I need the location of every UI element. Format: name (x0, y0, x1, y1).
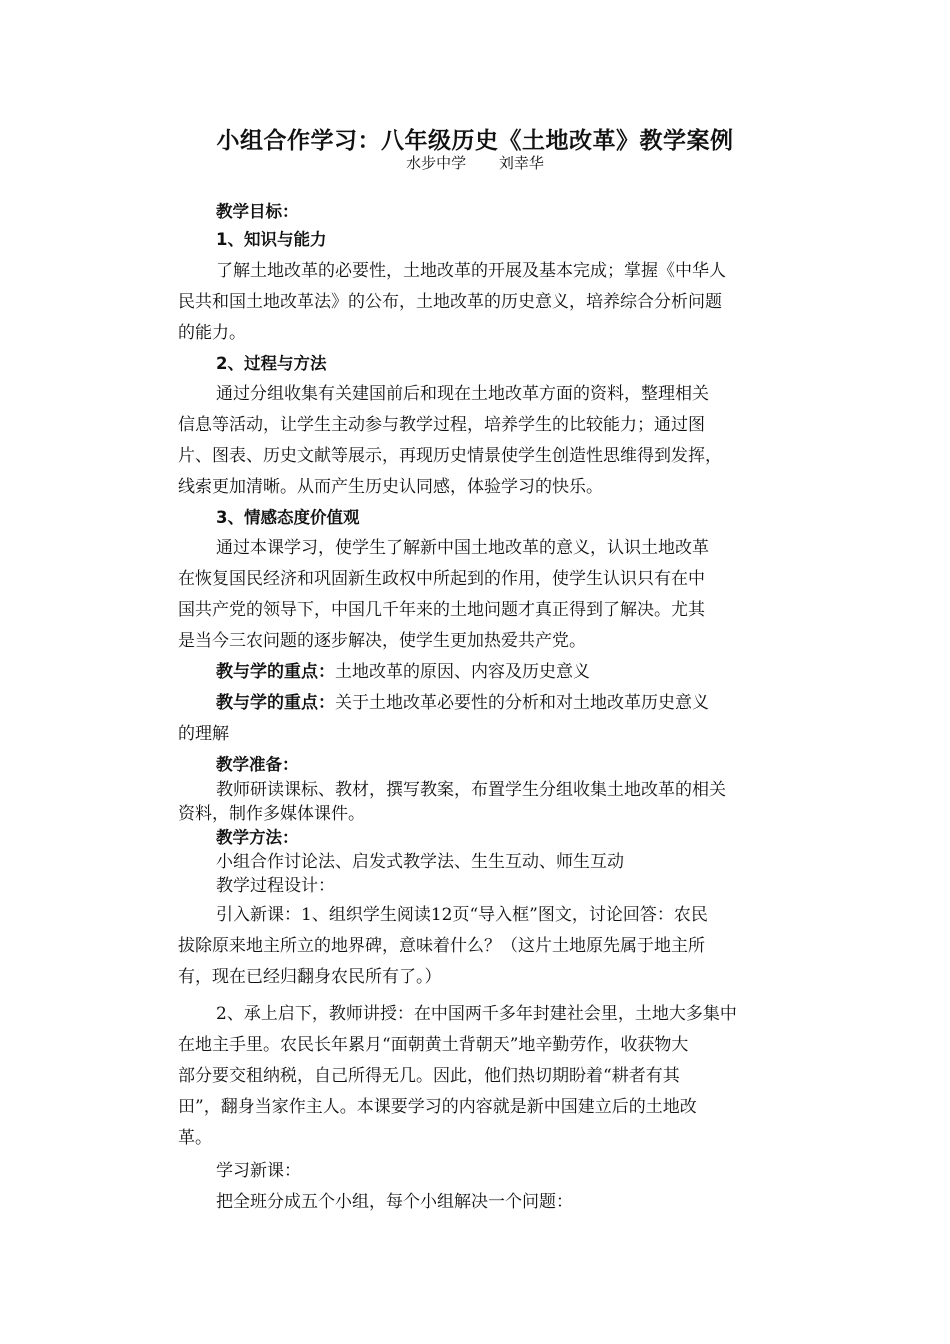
paragraph-line: 通过本课学习，使学生了解新中国土地改革的意义，认识土地改革 (216, 538, 709, 558)
paragraph-line: 是当今三农问题的逐步解决，使学生更加热爱共产党。 (178, 631, 586, 651)
method-heading: 教学方法： (216, 828, 299, 847)
paragraph-line: 信息等活动，让学生主动参与教学过程，培养学生的比较能力；通过图 (178, 415, 705, 435)
paragraph-line: 2、承上启下，教师讲授：在中国两千多年封建社会里，土地大多集中 (216, 1004, 737, 1024)
paragraph-line: 片、图表、历史文献等展示，再现历史情景使学生创造性思维得到发挥， (178, 446, 722, 466)
paragraph-line: 拔除原来地主所立的地界碑，意味着什么？（这片土地原先属于地主所 (178, 936, 705, 956)
keypoint-line-2-cont: 的理解 (178, 724, 229, 744)
method-text: 小组合作讨论法、启发式教学法、生生互动、师生互动 (216, 852, 624, 872)
document-body (178, 198, 778, 1218)
prep-paragraph (178, 778, 778, 826)
paragraph-line: 国共产党的领导下，中国几千年来的土地问题才真正得到了解决。尤其 (178, 600, 705, 620)
paragraph-line: 的能力。 (178, 323, 246, 343)
author-name: 刘幸华 (498, 154, 544, 172)
paragraph-line: 通过分组收集有关建国前后和现在土地改革方面的资料，整理相关 (216, 384, 709, 404)
prep-heading: 教学准备： (216, 755, 299, 774)
section-process-paragraph (178, 379, 778, 503)
paragraph-line: 革。 (178, 1128, 212, 1148)
paragraph-line: 线索更加清晰。从而产生历史认同感，体验学习的快乐。 (178, 477, 603, 497)
paragraph-line: 民共和国土地改革法》的公布，土地改革的历史意义，培养综合分析问题 (178, 292, 722, 312)
keypoint-text: 关于土地改革必要性的分析和对土地改革历史意义 (335, 693, 709, 713)
intro-paragraph (178, 900, 778, 993)
section-knowledge-heading: 1、知识与能力 (216, 230, 327, 249)
paragraph-line: 了解土地改革的必要性，土地改革的开展及基本完成；掌握《中华人 (216, 261, 726, 281)
keypoint-text: 土地改革的原因、内容及历史意义 (335, 662, 590, 682)
paragraph-line: 引入新课：1、组织学生阅读12页“导入框”图文，讨论回答：农民 (216, 905, 708, 925)
paragraph-line: 在地主手里。农民长年累月“面朝黄土背朝天”地辛勤劳作，收获物大 (178, 1035, 689, 1055)
section-knowledge-paragraph (178, 256, 778, 349)
keypoint-line-1 (178, 657, 778, 688)
process-heading: 教学过程设计： (216, 876, 335, 896)
paragraph-line: 田”，翻身当家作主人。本课要学习的内容就是新中国建立后的土地改 (178, 1097, 697, 1117)
school-name: 水步中学 (406, 154, 467, 172)
paragraph-line: 资料，制作多媒体课件。 (178, 804, 365, 824)
paragraph-line: 在恢复国民经济和巩固新生政权中所起到的作用，使学生认识只有在中 (178, 569, 705, 589)
step2-paragraph (178, 999, 778, 1154)
objectives-heading: 教学目标： (216, 202, 299, 221)
section-values-paragraph (178, 533, 778, 657)
keypoint-line-2 (178, 688, 778, 719)
new-lesson-label: 学习新课： (216, 1161, 301, 1181)
document-title: 小组合作学习：八年级历史《土地改革》教学案例 (216, 128, 734, 154)
section-process-heading: 2、过程与方法 (216, 354, 327, 373)
byline (0, 152, 950, 173)
keypoint-label: 教与学的重点： (216, 662, 335, 682)
paragraph-line: 教师研读课标、教材，撰写教案，布置学生分组收集土地改革的相关 (216, 780, 726, 800)
section-values-heading: 3、情感态度价值观 (216, 508, 360, 527)
paragraph-line: 有，现在已经归翻身农民所有了。） (178, 967, 442, 987)
keypoint-label: 教与学的重点： (216, 693, 335, 713)
groups-text: 把全班分成五个小组，每个小组解决一个问题： (216, 1192, 573, 1212)
paragraph-line: 部分要交租纳税，自己所得无几。因此，他们热切期盼着“耕者有其 (178, 1066, 680, 1086)
